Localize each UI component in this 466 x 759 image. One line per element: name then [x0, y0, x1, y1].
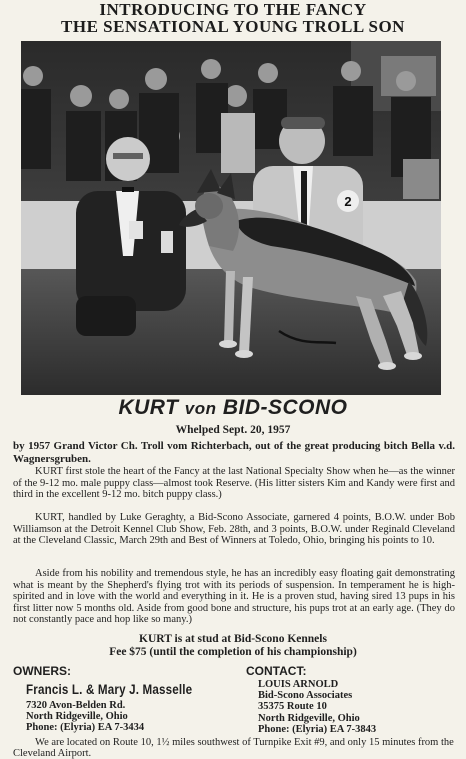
headline-line-1: INTRODUCING TO THE FANCY [99, 0, 367, 19]
owners-heading: OWNERS: [13, 664, 71, 678]
contact-heading: CONTACT: [246, 664, 307, 678]
pedigree-byline: by 1957 Grand Victor Ch. Troll vom Richterbach, out of the great producing bitch Bella v.d. Wagnersgruben. [13, 440, 455, 465]
paragraph-temperament: Aside from his nobility and tremendous style, he has an incredibly easy floating gait demonstrating what is meant by the Shepherd's flying trot with its periods of suspension. In temperament he is high-spirited and in love with the world and everything in it. He is a proven stud, having sired 13 pups in his first litter now 5 months old. Aside from good bone and structure, his pups trot at an early age. (They do not constantly pace and hop like so many.) [13, 568, 455, 626]
contact-street: 35375 Route 10 [258, 701, 327, 713]
dog-name [0, 396, 466, 420]
paragraph-national-specialty: KURT first stole the heart of the Fancy at the last National Specialty Show when he—as the winner of the 9-12 mo. male puppy class—almost took Reserve. (His litter sisters Kim and Kandy were first and third in the excellent 9-12 mo. bitch puppy class.) [13, 466, 455, 501]
contact-name: LOUIS ARNOLD [258, 679, 339, 690]
owner-address [26, 700, 144, 734]
dog-name-part1: KURT [118, 396, 179, 419]
location-footer: We are located on Route 10, 1½ miles southwest of Turnpike Exit #9, and only 15 minutes from the Cleveland Airport. [13, 737, 454, 759]
owner-address-city: North Ridgeville, Ohio [26, 711, 128, 723]
contact-org: Bid-Scono Associates [258, 690, 353, 702]
owner-phone: Phone: (Elyria) EA 7-3434 [26, 722, 145, 734]
dog-show-photo [21, 41, 441, 395]
stud-fee: Fee $75 (until the completion of his championship) [109, 646, 357, 658]
contact-address [258, 679, 376, 735]
headline-line-2: THE SENSATIONAL YOUNG TROLL SON [61, 17, 405, 36]
owner-address-street: 7320 Avon-Belden Rd. [26, 700, 126, 711]
contact-city: North Ridgeville, Ohio [258, 712, 360, 724]
owner-names: Francis L. & Mary J. Masselle [26, 682, 193, 697]
contact-phone: Phone: (Elyria) EA 7-3843 [258, 723, 377, 735]
whelped-date: Whelped Sept. 20, 1957 [175, 424, 291, 436]
dog-name-part2: BID-SCONO [222, 396, 348, 419]
dog-name-von: von [184, 399, 217, 418]
paragraph-show-wins: KURT, handled by Luke Geraghty, a Bid-Scono Associate, garnered 4 points, B.O.W. under Bob Williamson at the Detroit Kennel Club Show, Feb. 28th, and 3 points, B.O.W. under Reginald Cleveland at the Cleveland Classic, March 29th and Best of Winners at Toledo, Ohio, bringing his points to 10. [13, 512, 455, 547]
photo-illustration [21, 41, 441, 395]
armband-number: 2 [344, 194, 352, 209]
stud-notice: KURT is at stud at Bid-Scono Kennels [139, 633, 327, 645]
